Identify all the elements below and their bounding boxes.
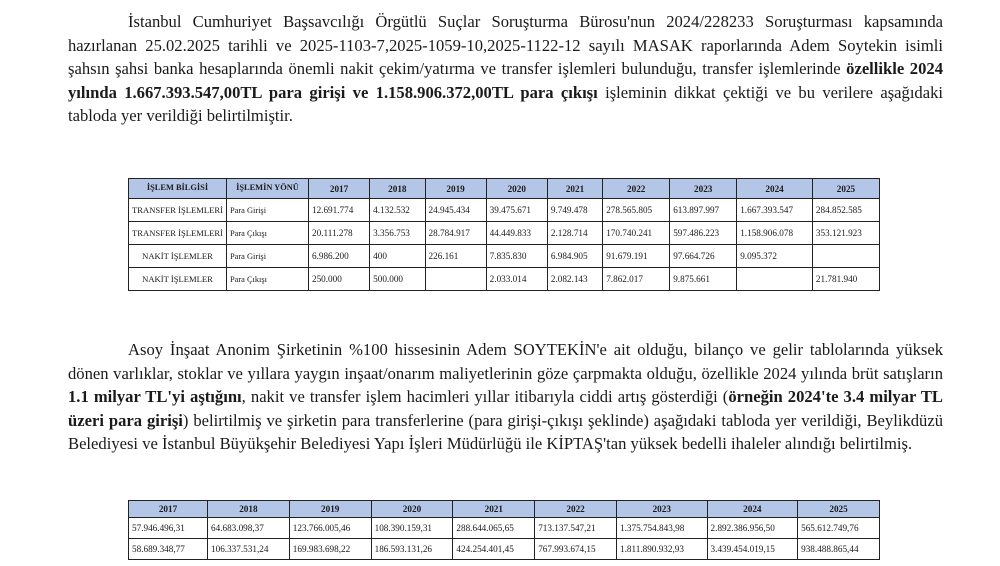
table-cell: 713.137.547,21 xyxy=(535,518,617,539)
table-cell: 1.811.890.932,93 xyxy=(616,539,707,560)
table-cell: 226.161 xyxy=(425,245,486,268)
table-cell: 3.356.753 xyxy=(370,222,425,245)
paragraph1-text-a: İstanbul Cumhuriyet Başsavcılığı Örgütlü Suçlar Soruşturma Bürosu'nun 2024/228233 Soruşturması kapsamında hazırlanan 25.02.2025 tarihli ve 2025-1103-7,2025-1059-10,2025-1122-12 sayılı MASAK raporlarında Adem Soytekin isimli şahsın şahsi banka hesaplarında önemli nakit çekim/yatırma ve transfer işlemleri bulunduğu, transfer işlemlerinde xyxy=(68,12,943,79)
table-row xyxy=(129,222,880,245)
table-cell: 9.749.478 xyxy=(547,199,602,222)
company-transfer-table xyxy=(128,500,880,560)
table-cell: 767.993.674,15 xyxy=(535,539,617,560)
table-cell: 9.875.661 xyxy=(670,268,737,291)
table-cell: 353.121.923 xyxy=(812,222,879,245)
table-cell: 424.254.401,45 xyxy=(453,539,535,560)
table-cell: 170.740.241 xyxy=(603,222,670,245)
table1-header-year: 2019 xyxy=(425,179,486,199)
table-cell: 108.390.159,31 xyxy=(371,518,453,539)
table-row xyxy=(129,268,880,291)
table-cell: 24.945.434 xyxy=(425,199,486,222)
row-direction: Para Girişi xyxy=(226,245,308,268)
table1-header-year: 2024 xyxy=(737,179,813,199)
table-cell: 1.375.754.843,98 xyxy=(616,518,707,539)
paragraph-masak-report xyxy=(68,10,943,128)
table-cell: 7.835.830 xyxy=(486,245,547,268)
table-cell: 2.082.143 xyxy=(547,268,602,291)
table-cell: 284.852.585 xyxy=(812,199,879,222)
table-cell: 9.095.372 xyxy=(737,245,813,268)
table-cell: 6.986.200 xyxy=(308,245,369,268)
table-cell: 12.691.774 xyxy=(308,199,369,222)
table1-header-year: 2023 xyxy=(670,179,737,199)
table-cell: 7.862.017 xyxy=(603,268,670,291)
table1-header-year: 2025 xyxy=(812,179,879,199)
table2-header-year: 2022 xyxy=(535,501,617,518)
table2-header-year: 2017 xyxy=(129,501,208,518)
table1-header-info: İŞLEM BİLGİSİ xyxy=(129,179,227,199)
paragraph2-text-a: Asoy İnşaat Anonim Şirketinin %100 hissesinin Adem SOYTEKİN'e ait olduğu, bilanço ve gelir tablolarında yüksek dönen varlıklar, stoklar ve yıllara yaygın inşaat/onarım maliyetlerinin göze çarpmakta olduğu, özellikle 2024 yılında brüt satışların xyxy=(68,340,943,383)
table-row xyxy=(129,539,880,560)
table2-header-year: 2025 xyxy=(798,501,880,518)
row-label: TRANSFER İŞLEMLERİ xyxy=(129,199,227,222)
table-cell: 1.158.906.078 xyxy=(737,222,813,245)
row-label: NAKİT İŞLEMLER xyxy=(129,245,227,268)
table-cell: 57.946.496,31 xyxy=(129,518,208,539)
table1-header-year: 2020 xyxy=(486,179,547,199)
table-row xyxy=(129,518,880,539)
table-cell: 169.983.698,22 xyxy=(289,539,371,560)
table-cell: 2.128.714 xyxy=(547,222,602,245)
row-label: TRANSFER İŞLEMLERİ xyxy=(129,222,227,245)
row-label: NAKİT İŞLEMLER xyxy=(129,268,227,291)
table-cell: 186.593.131,26 xyxy=(371,539,453,560)
table-cell: 20.111.278 xyxy=(308,222,369,245)
table1-header-year: 2022 xyxy=(603,179,670,199)
paragraph1-bold: özellikle 2024 yılında 1.667.393.547,00TL para girişi ve 1.158.906.372,00TL para çıkışı xyxy=(68,59,943,102)
table-cell: 250.000 xyxy=(308,268,369,291)
table-cell: 597.486.223 xyxy=(670,222,737,245)
table1-header-direction: İŞLEMİN YÖNÜ xyxy=(226,179,308,199)
table-cell: 2.033.014 xyxy=(486,268,547,291)
table-row xyxy=(129,199,880,222)
table-cell: 28.784.917 xyxy=(425,222,486,245)
table2-header-year: 2018 xyxy=(208,501,290,518)
table-cell xyxy=(425,268,486,291)
row-direction: Para Çıkışı xyxy=(226,268,308,291)
table-cell: 613.897.997 xyxy=(670,199,737,222)
table-cell xyxy=(737,268,813,291)
table-cell: 6.984.905 xyxy=(547,245,602,268)
table-cell: 278.565.805 xyxy=(603,199,670,222)
table-cell: 123.766.005,46 xyxy=(289,518,371,539)
table-cell: 106.337.531,24 xyxy=(208,539,290,560)
table-row xyxy=(129,245,880,268)
table-cell: 64.683.098,37 xyxy=(208,518,290,539)
row-direction: Para Girişi xyxy=(226,199,308,222)
table2-header-year: 2023 xyxy=(616,501,707,518)
table2-header-year: 2024 xyxy=(707,501,798,518)
table-cell xyxy=(812,245,879,268)
table1-header-row xyxy=(129,179,880,199)
paragraph2-text-b: , nakit ve transfer işlem hacimleri yıllar itibarıyla ciddi artış gösterdiği ( xyxy=(241,387,729,407)
table1-header-year: 2017 xyxy=(308,179,369,199)
table2-header-row xyxy=(129,501,880,518)
table-cell: 58.689.348,77 xyxy=(129,539,208,560)
paragraph2-text-c: ) belirtilmiş ve şirketin para transferlerine (para girişi-çıkışı şeklinde) aşağıdaki tabloda yer verildiği, Beylikdüzü Belediyesi ve İstanbul Büyükşehir Belediyesi Yapı İşleri Müdürlüğü ile KİPTAŞ'tan yüksek bedelli ihaleler alındığı belirtilmiş. xyxy=(68,410,943,454)
transfer-cash-table xyxy=(128,178,880,291)
table-cell: 1.667.393.547 xyxy=(737,199,813,222)
table2-header-year: 2020 xyxy=(371,501,453,518)
table2-header-year: 2021 xyxy=(453,501,535,518)
table-cell: 288.644.065,65 xyxy=(453,518,535,539)
paragraph1-text-b: işleminin dikkat çektiği ve bu verilere aşağıdaki tabloda yer verildiği belirtilmiştir. xyxy=(68,82,943,126)
paragraph2-bold-b: örneğin 2024'te 3.4 milyar TL üzeri para girişi xyxy=(68,387,943,430)
table-cell: 91.679.191 xyxy=(603,245,670,268)
table-cell: 44.449.833 xyxy=(486,222,547,245)
table-cell: 4.132.532 xyxy=(370,199,425,222)
table1-header-year: 2018 xyxy=(370,179,425,199)
paragraph-asoy-company xyxy=(68,338,943,456)
row-direction: Para Çıkışı xyxy=(226,222,308,245)
table-cell: 21.781.940 xyxy=(812,268,879,291)
table2-header-year: 2019 xyxy=(289,501,371,518)
table1-header-year: 2021 xyxy=(547,179,602,199)
table-cell: 500.000 xyxy=(370,268,425,291)
table-cell: 2.892.386.956,50 xyxy=(707,518,798,539)
table-cell: 938.488.865,44 xyxy=(798,539,880,560)
table-cell: 97.664.726 xyxy=(670,245,737,268)
table-cell: 400 xyxy=(370,245,425,268)
table-cell: 565.612.749,76 xyxy=(798,518,880,539)
table-cell: 39.475.671 xyxy=(486,199,547,222)
paragraph2-bold-a: 1.1 milyar TL'yi aştığını xyxy=(68,387,242,407)
table-cell: 3.439.454.019,15 xyxy=(707,539,798,560)
